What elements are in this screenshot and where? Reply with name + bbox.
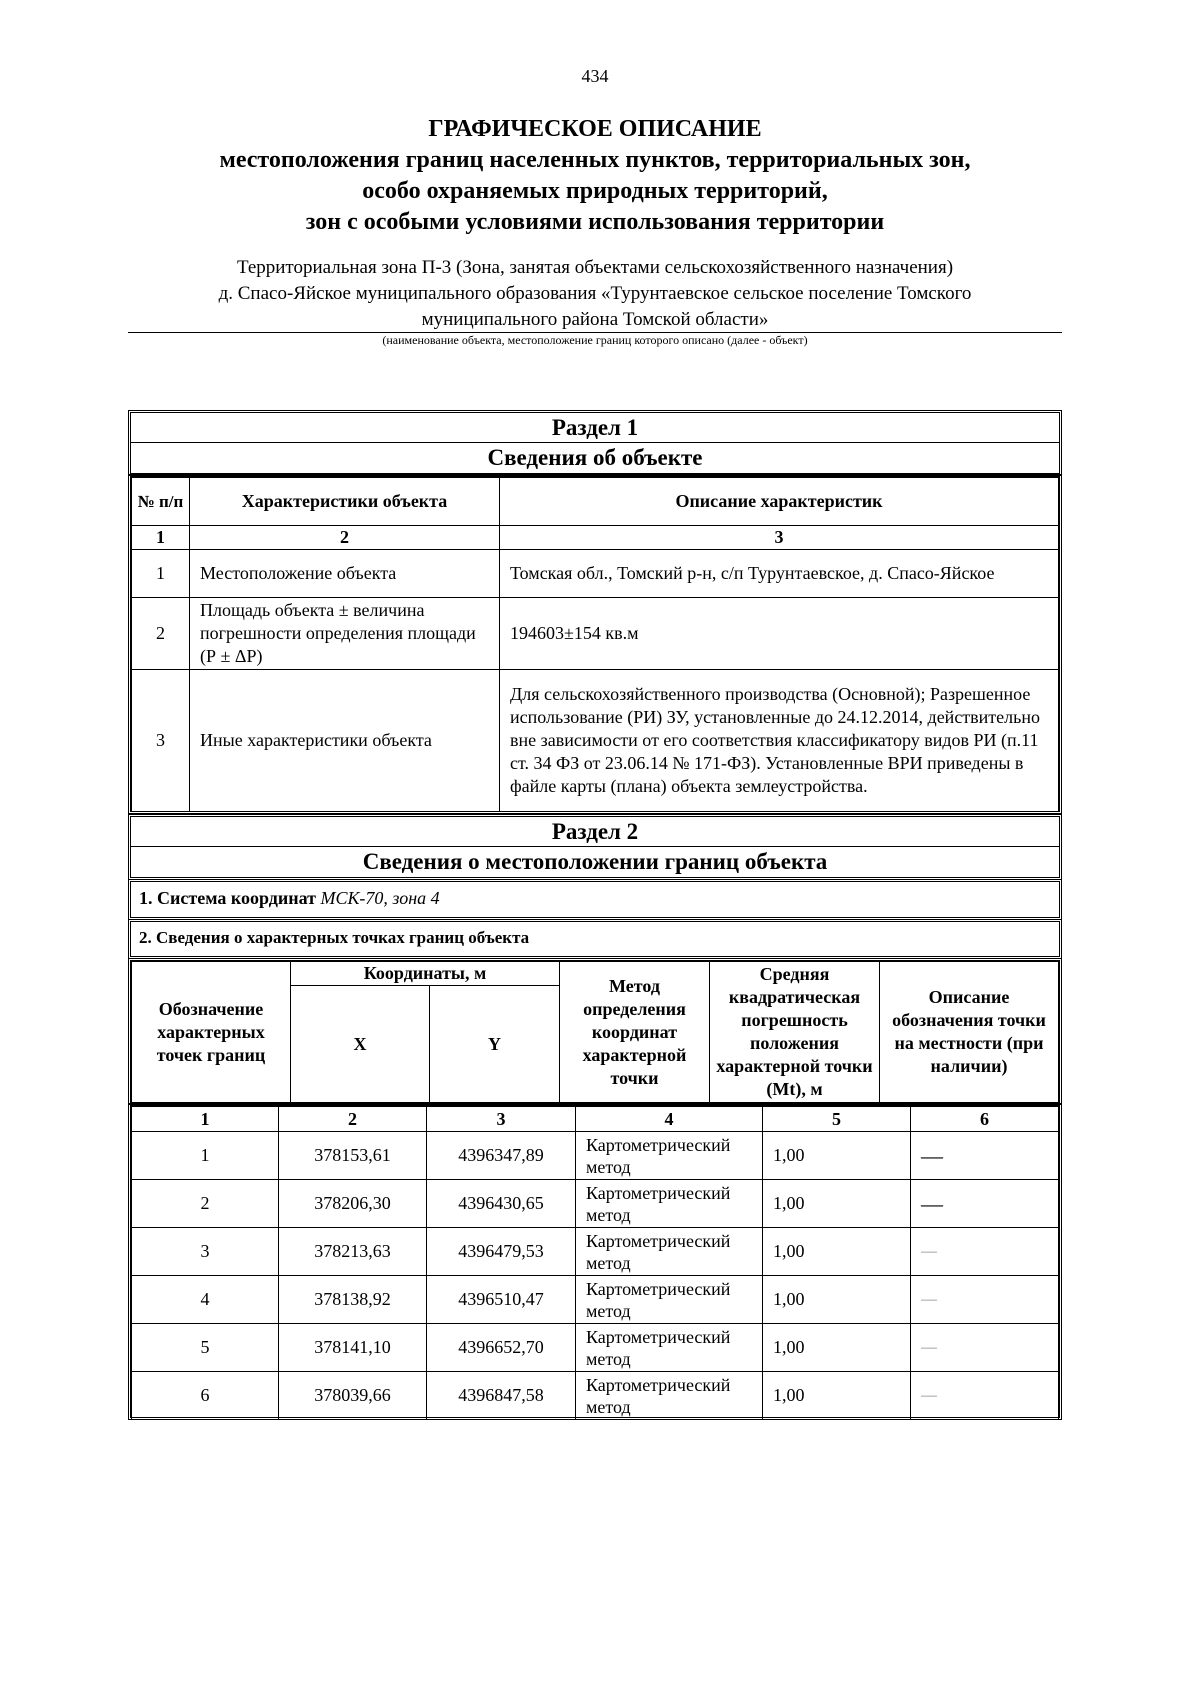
section2-subtitle: Сведения о местоположении границ объекта xyxy=(362,849,828,874)
points-table xyxy=(131,1106,1059,1420)
col-number: 6 xyxy=(911,1107,1059,1132)
table-row xyxy=(132,598,1059,670)
header-characteristics: Характеристики объекта xyxy=(190,478,500,526)
method: Картометрический метод xyxy=(576,1324,763,1372)
subtitle-line: д. Спасо-Яйское муниципального образования «Турунтаевское сельское поселение Томского xyxy=(218,283,972,304)
row-value: Томская обл., Томский р-н, с/п Турунтаевское, д. Спасо-Яйское xyxy=(500,550,1059,598)
page-number: 434 xyxy=(581,66,609,86)
x-coordinate: 378141,10 xyxy=(279,1324,427,1372)
header-x: X xyxy=(291,986,430,1103)
method: Картометрический метод xyxy=(576,1276,763,1324)
header-description: Описание характеристик xyxy=(500,478,1059,526)
table-row xyxy=(132,550,1059,598)
point-number: 2 xyxy=(132,1180,279,1228)
x-coordinate: 378138,92 xyxy=(279,1276,427,1324)
row-name: Местоположение объекта xyxy=(190,550,500,598)
method: Картометрический метод xyxy=(576,1132,763,1180)
row-value: 194603±154 кв.м xyxy=(500,598,1059,670)
section1-subtitle: Сведения об объекте xyxy=(487,445,703,470)
section2-title: Раздел 2 xyxy=(131,817,1059,847)
point-number: 3 xyxy=(132,1228,279,1276)
error-value: 1,00 xyxy=(763,1180,911,1228)
table-row xyxy=(132,670,1059,812)
object-name xyxy=(128,255,1062,333)
y-coordinate: 4396847,58 xyxy=(427,1372,576,1420)
error-value: 1,00 xyxy=(763,1228,911,1276)
point-description: — xyxy=(911,1324,1059,1372)
point-description: — xyxy=(911,1228,1059,1276)
section1-table xyxy=(131,477,1059,812)
column-numbers-row xyxy=(132,1107,1059,1132)
table-row xyxy=(132,1180,1059,1228)
col-number: 2 xyxy=(190,526,500,550)
header-error: Средняя квадратическая погрешность положения характерной точки (Mt), м xyxy=(710,962,880,1103)
x-coordinate: 378206,30 xyxy=(279,1180,427,1228)
point-description: — xyxy=(911,1372,1059,1420)
y-coordinate: 4396347,89 xyxy=(427,1132,576,1180)
row-number: 2 xyxy=(132,598,190,670)
header-coords: Координаты, м xyxy=(291,962,560,986)
title-line: зон с особыми условиями использования территории xyxy=(305,209,885,235)
subtitle-line: муниципального района Томской области» xyxy=(421,309,769,330)
coord-system xyxy=(128,879,1062,920)
method: Картометрический метод xyxy=(576,1180,763,1228)
row-value: Для сельскохозяйственного производства (Основной); Разрешенное использование (РИ) ЗУ, установленные до 24.12.2014, действительно вне зависимости от его соответствия классификатору видов РИ (п.11 ст. 34 ФЗ от 23.06.14 № 171-ФЗ). Установленные ВРИ приведены в файле карты (плана) объекта землеустройства. xyxy=(500,670,1059,812)
header-y: Y xyxy=(430,986,560,1103)
table-row xyxy=(132,1276,1059,1324)
coord-system-value: МСК-70, зона 4 xyxy=(320,888,440,908)
error-value: 1,00 xyxy=(763,1372,911,1420)
table-row xyxy=(132,1324,1059,1372)
subtitle-line: Территориальная зона П-3 (Зона, занятая объектами сельскохозяйственного назначения) xyxy=(236,257,954,278)
method: Картометрический метод xyxy=(576,1372,763,1420)
section2-header-frame xyxy=(128,814,1062,880)
col-number: 5 xyxy=(763,1107,911,1132)
point-description: — xyxy=(911,1180,1059,1228)
points-label: 2. Сведения о характерных точках границ объекта xyxy=(128,919,1062,959)
y-coordinate: 4396510,47 xyxy=(427,1276,576,1324)
y-coordinate: 4396430,65 xyxy=(427,1180,576,1228)
header-number: № п/п xyxy=(132,478,190,526)
x-coordinate: 378213,63 xyxy=(279,1228,427,1276)
header-desc: Описание обозначения точки на местности (при наличии) xyxy=(880,962,1059,1103)
col-number: 1 xyxy=(132,1107,279,1132)
caption: (наименование объекта, местоположение границ которого описано (далее - объект) xyxy=(382,333,808,347)
point-number: 6 xyxy=(132,1372,279,1420)
section1-header-frame xyxy=(128,410,1062,476)
table-row xyxy=(132,1132,1059,1180)
method: Картометрический метод xyxy=(576,1228,763,1276)
row-name: Иные характеристики объекта xyxy=(190,670,500,812)
point-number: 5 xyxy=(132,1324,279,1372)
column-numbers-row xyxy=(132,526,1059,550)
col-number: 3 xyxy=(500,526,1059,550)
point-description: — xyxy=(911,1276,1059,1324)
title-line: особо охраняемых природных территорий, xyxy=(362,178,828,204)
points-header-table xyxy=(131,961,1059,1103)
x-coordinate: 378153,61 xyxy=(279,1132,427,1180)
header-method: Метод определения координат характерной точки xyxy=(560,962,710,1103)
error-value: 1,00 xyxy=(763,1324,911,1372)
title-line: ГРАФИЧЕСКОЕ ОПИСАНИЕ xyxy=(428,116,762,142)
document-title xyxy=(0,114,1190,238)
col-number: 2 xyxy=(279,1107,427,1132)
header-point: Обозначение характерных точек границ xyxy=(132,962,291,1103)
point-description: — xyxy=(911,1132,1059,1180)
y-coordinate: 4396652,70 xyxy=(427,1324,576,1372)
title-line: местоположения границ населенных пунктов, территориальных зон, xyxy=(219,147,971,173)
col-number: 1 xyxy=(132,526,190,550)
error-value: 1,00 xyxy=(763,1132,911,1180)
row-number: 3 xyxy=(132,670,190,812)
error-value: 1,00 xyxy=(763,1276,911,1324)
row-name: Площадь объекта ± величина погрешности определения площади (Р ± ΔР) xyxy=(190,598,500,670)
point-number: 4 xyxy=(132,1276,279,1324)
table-row xyxy=(132,1372,1059,1420)
col-number: 3 xyxy=(427,1107,576,1132)
coord-system-label: 1. Система координат xyxy=(139,888,316,908)
y-coordinate: 4396479,53 xyxy=(427,1228,576,1276)
col-number: 4 xyxy=(576,1107,763,1132)
table-row xyxy=(132,1228,1059,1276)
point-number: 1 xyxy=(132,1132,279,1180)
x-coordinate: 378039,66 xyxy=(279,1372,427,1420)
row-number: 1 xyxy=(132,550,190,598)
section1-title: Раздел 1 xyxy=(131,413,1059,443)
